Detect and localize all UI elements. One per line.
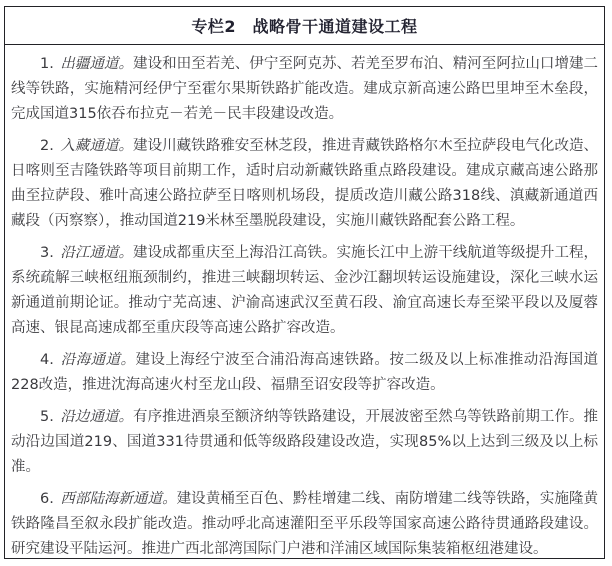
item-text: 建设川藏铁路雅安至林芝段，推进青藏铁路格尔木至拉萨段电气化改造、日喀则至吉隆铁路等项目前期工作，适时启动新藏铁路重点路段建设。建成京藏高速公路那曲至拉萨段、雅叶高速公路拉萨至日喀则机场段，提质改造川藏公路318线、滇藏新通道西藏段（丙察察），推动国道219米林至墨脱段建设，实施川藏铁路配套公路工程。 [11, 138, 598, 229]
item-number: 5. [40, 409, 54, 425]
item-heading: 出疆通道。 [60, 56, 134, 72]
item-number: 2. [40, 138, 54, 154]
item-heading: 入藏通道。 [60, 138, 134, 154]
item-text: 有序推进酒泉至额济纳等铁路建设，开展波密至然乌等铁路前期工作。推动沿边国道219、国道331待贯通和低等级路段建设改造，实现85%以上达到三级及以上标准。 [11, 409, 598, 475]
corridor-item [11, 348, 598, 398]
corridor-item [11, 52, 598, 127]
panel-title: 专栏2 战略骨干通道建设工程 [5, 7, 604, 45]
corridor-item [11, 405, 598, 480]
item-heading: 沿海通道。 [60, 352, 136, 368]
item-number: 6. [40, 491, 54, 507]
column-panel [4, 6, 605, 559]
item-heading: 西部陆海新通道。 [60, 491, 177, 507]
corridor-item [11, 241, 598, 341]
item-number: 1. [40, 56, 54, 72]
item-heading: 沿边通道。 [60, 409, 134, 425]
item-text: 建设上海经宁波至合浦沿海高速铁路。按二级及以上标准推动沿海国道228改造，推进沈海高速火村至龙山段、福鼎至诏安段等扩容改造。 [11, 352, 598, 393]
item-number: 4. [40, 352, 54, 368]
panel-body [5, 45, 604, 562]
item-number: 3. [40, 245, 54, 261]
corridor-item [11, 134, 598, 234]
item-heading: 沿江通道。 [60, 245, 134, 261]
item-text: 建设和田至若羌、伊宁至阿克苏、若羌至罗布泊、精河至阿拉山口增建二线等铁路，实施精河经伊宁至霍尔果斯铁路扩能改造。建成京新高速公路巴里坤至木垒段，完成国道315依吞布拉克－若羌－民丰段建设改造。 [11, 56, 598, 122]
item-text: 建设成都重庆至上海沿江高铁。实施长江中上游干线航道等级提升工程，系统疏解三峡枢纽瓶颈制约，推进三峡翻坝转运、金沙江翻坝转运设施建设，深化三峡水运新通道前期论证。推动宁芜高速、沪渝高速武汉至黄石段、渝宜高速长寿至梁平段以及厦蓉高速、银昆高速成都至重庆段等高速公路扩容改造。 [11, 245, 598, 336]
item-text: 建设黄桶至百色、黔桂增建二线、南防增建二线等铁路，实施隆黄铁路隆昌至叙永段扩能改造。推动呼北高速灌阳至平乐段等国家高速公路待贯通路段建设。研究建设平陆运河。推进广西北部湾国际门户港和洋浦区域国际集装箱枢纽港建设。 [11, 491, 599, 557]
corridor-item [11, 487, 598, 562]
